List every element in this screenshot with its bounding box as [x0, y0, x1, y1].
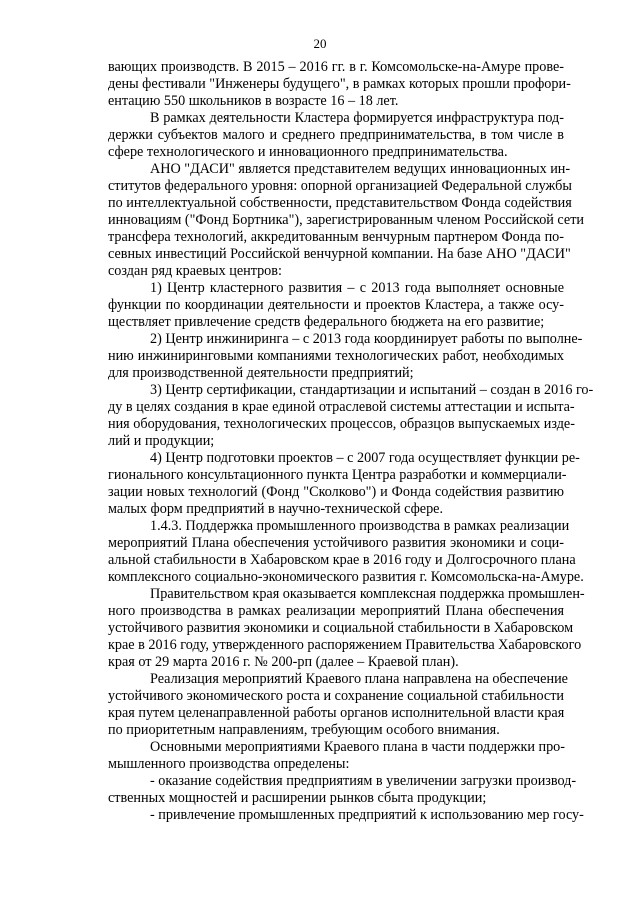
text-line: создан ряд краевых центров:: [108, 263, 282, 279]
text-line: ного производства в рамках реализации мероприятий Плана обеспечения: [108, 603, 564, 619]
text-line: В рамках деятельности Кластера формируется инфраструктура под-: [150, 110, 564, 126]
text-line: 2) Центр инжиниринга – с 2013 года координирует работы по выполне-: [150, 331, 583, 347]
text-line: 1.4.3. Поддержка промышленного производства в рамках реализации: [150, 518, 570, 534]
text-line: Основными мероприятиями Краевого плана в части поддержки про-: [150, 739, 565, 755]
text-line: лий и продукции;: [108, 433, 215, 449]
text-line: края от 29 марта 2016 г. № 200-рп (далее – Краевой план).: [108, 654, 459, 670]
text-line: АНО "ДАСИ" является представителем ведущих инновационных ин-: [150, 161, 571, 177]
text-line: Правительством края оказывается комплексная поддержка промышлен-: [150, 586, 585, 602]
text-line: функции по координации деятельности и проектов Кластера, а также осу-: [108, 297, 564, 313]
text-line: нию инжиниринговыми компаниями технологических работ, необходимых: [108, 348, 564, 364]
text-line: по интеллектуальной собственности, представительством Фонда содействия: [108, 195, 572, 211]
text-line: устойчивого экономического роста и сохранение социальной стабильности: [108, 688, 564, 704]
text-line: - оказание содействия предприятиям в увеличении загрузки производ-: [150, 773, 577, 789]
text-line: ществляет привлечение средств федерального бюджета на его развитие;: [108, 314, 545, 330]
text-line: края путем целенаправленной работы органов исполнительной власти края: [108, 705, 565, 721]
text-line: комплексного социально-экономического развития г. Комсомольска-на-Амуре.: [108, 569, 584, 585]
text-line: севных инвестиций Российской венчурной компании. На базе АНО "ДАСИ": [108, 246, 571, 262]
document-body: [108, 59, 594, 824]
text-line: крае в 2016 году, утвержденного распоряжением Правительства Хабаровского: [108, 637, 582, 653]
text-line: гионального консультационного пункта Центра разработки и коммерциали-: [108, 467, 567, 483]
text-line: трансфера технологий, аккредитованным венчурным партнером Фонда по-: [108, 229, 564, 245]
text-line: Реализация мероприятий Краевого плана направлена на обеспечение: [150, 671, 568, 687]
text-line: ентацию 550 школьников в возрасте 16 – 18 лет.: [108, 93, 399, 109]
text-line: 3) Центр сертификации, стандартизации и испытаний – создан в 2016 го-: [150, 382, 594, 398]
text-line: устойчивого развития экономики и социальной стабильности в Хабаровском: [108, 620, 574, 636]
page-number: 20: [313, 36, 327, 51]
text-line: сфере технологического и инновационного предпринимательства.: [108, 144, 508, 160]
text-line: ду в целях создания в крае единой отраслевой системы аттестации и испыта-: [108, 399, 575, 415]
text-line: для производственной деятельности предприятий;: [108, 365, 414, 381]
text-line: ния оборудования, технологических процессов, образцов выпускаемых изде-: [108, 416, 575, 432]
text-line: - привлечение промышленных предприятий к использованию мер госу-: [150, 807, 584, 823]
text-line: зации новых технологий (Фонд "Сколково") и Фонда содействия развитию: [108, 484, 564, 500]
text-line: ственных мощностей и расширении рынков сбыта продукции;: [108, 790, 487, 806]
text-line: ститутов федерального уровня: опорной организацией Федеральной службы: [108, 178, 572, 194]
text-line: по приоритетным направлениям, требующим особого внимания.: [108, 722, 500, 738]
text-line: инновациям ("Фонд Бортника"), зарегистрированным членом Российской сети: [108, 212, 584, 228]
text-line: вающих производств. В 2015 – 2016 гг. в г. Комсомольске-на-Амуре прове-: [108, 59, 564, 75]
text-line: 4) Центр подготовки проектов – с 2007 года осуществляет функции ре-: [150, 450, 580, 466]
text-line: альной стабильности в Хабаровском крае в 2016 году и Долгосрочного плана: [108, 552, 576, 568]
text-line: мышленного производства определены:: [108, 756, 350, 772]
text-line: малых форм предприятий в научно-технической сфере.: [108, 501, 444, 517]
text-line: держки субъектов малого и среднего предпринимательства, в том числе в: [108, 127, 564, 143]
text-line: мероприятий Плана обеспечения устойчивого развития экономики и соци-: [108, 535, 564, 551]
text-line: 1) Центр кластерного развития – с 2013 года выполняет основные: [150, 280, 564, 296]
text-line: дены фестивали "Инженеры будущего", в рамках которых прошли профори-: [108, 76, 571, 92]
